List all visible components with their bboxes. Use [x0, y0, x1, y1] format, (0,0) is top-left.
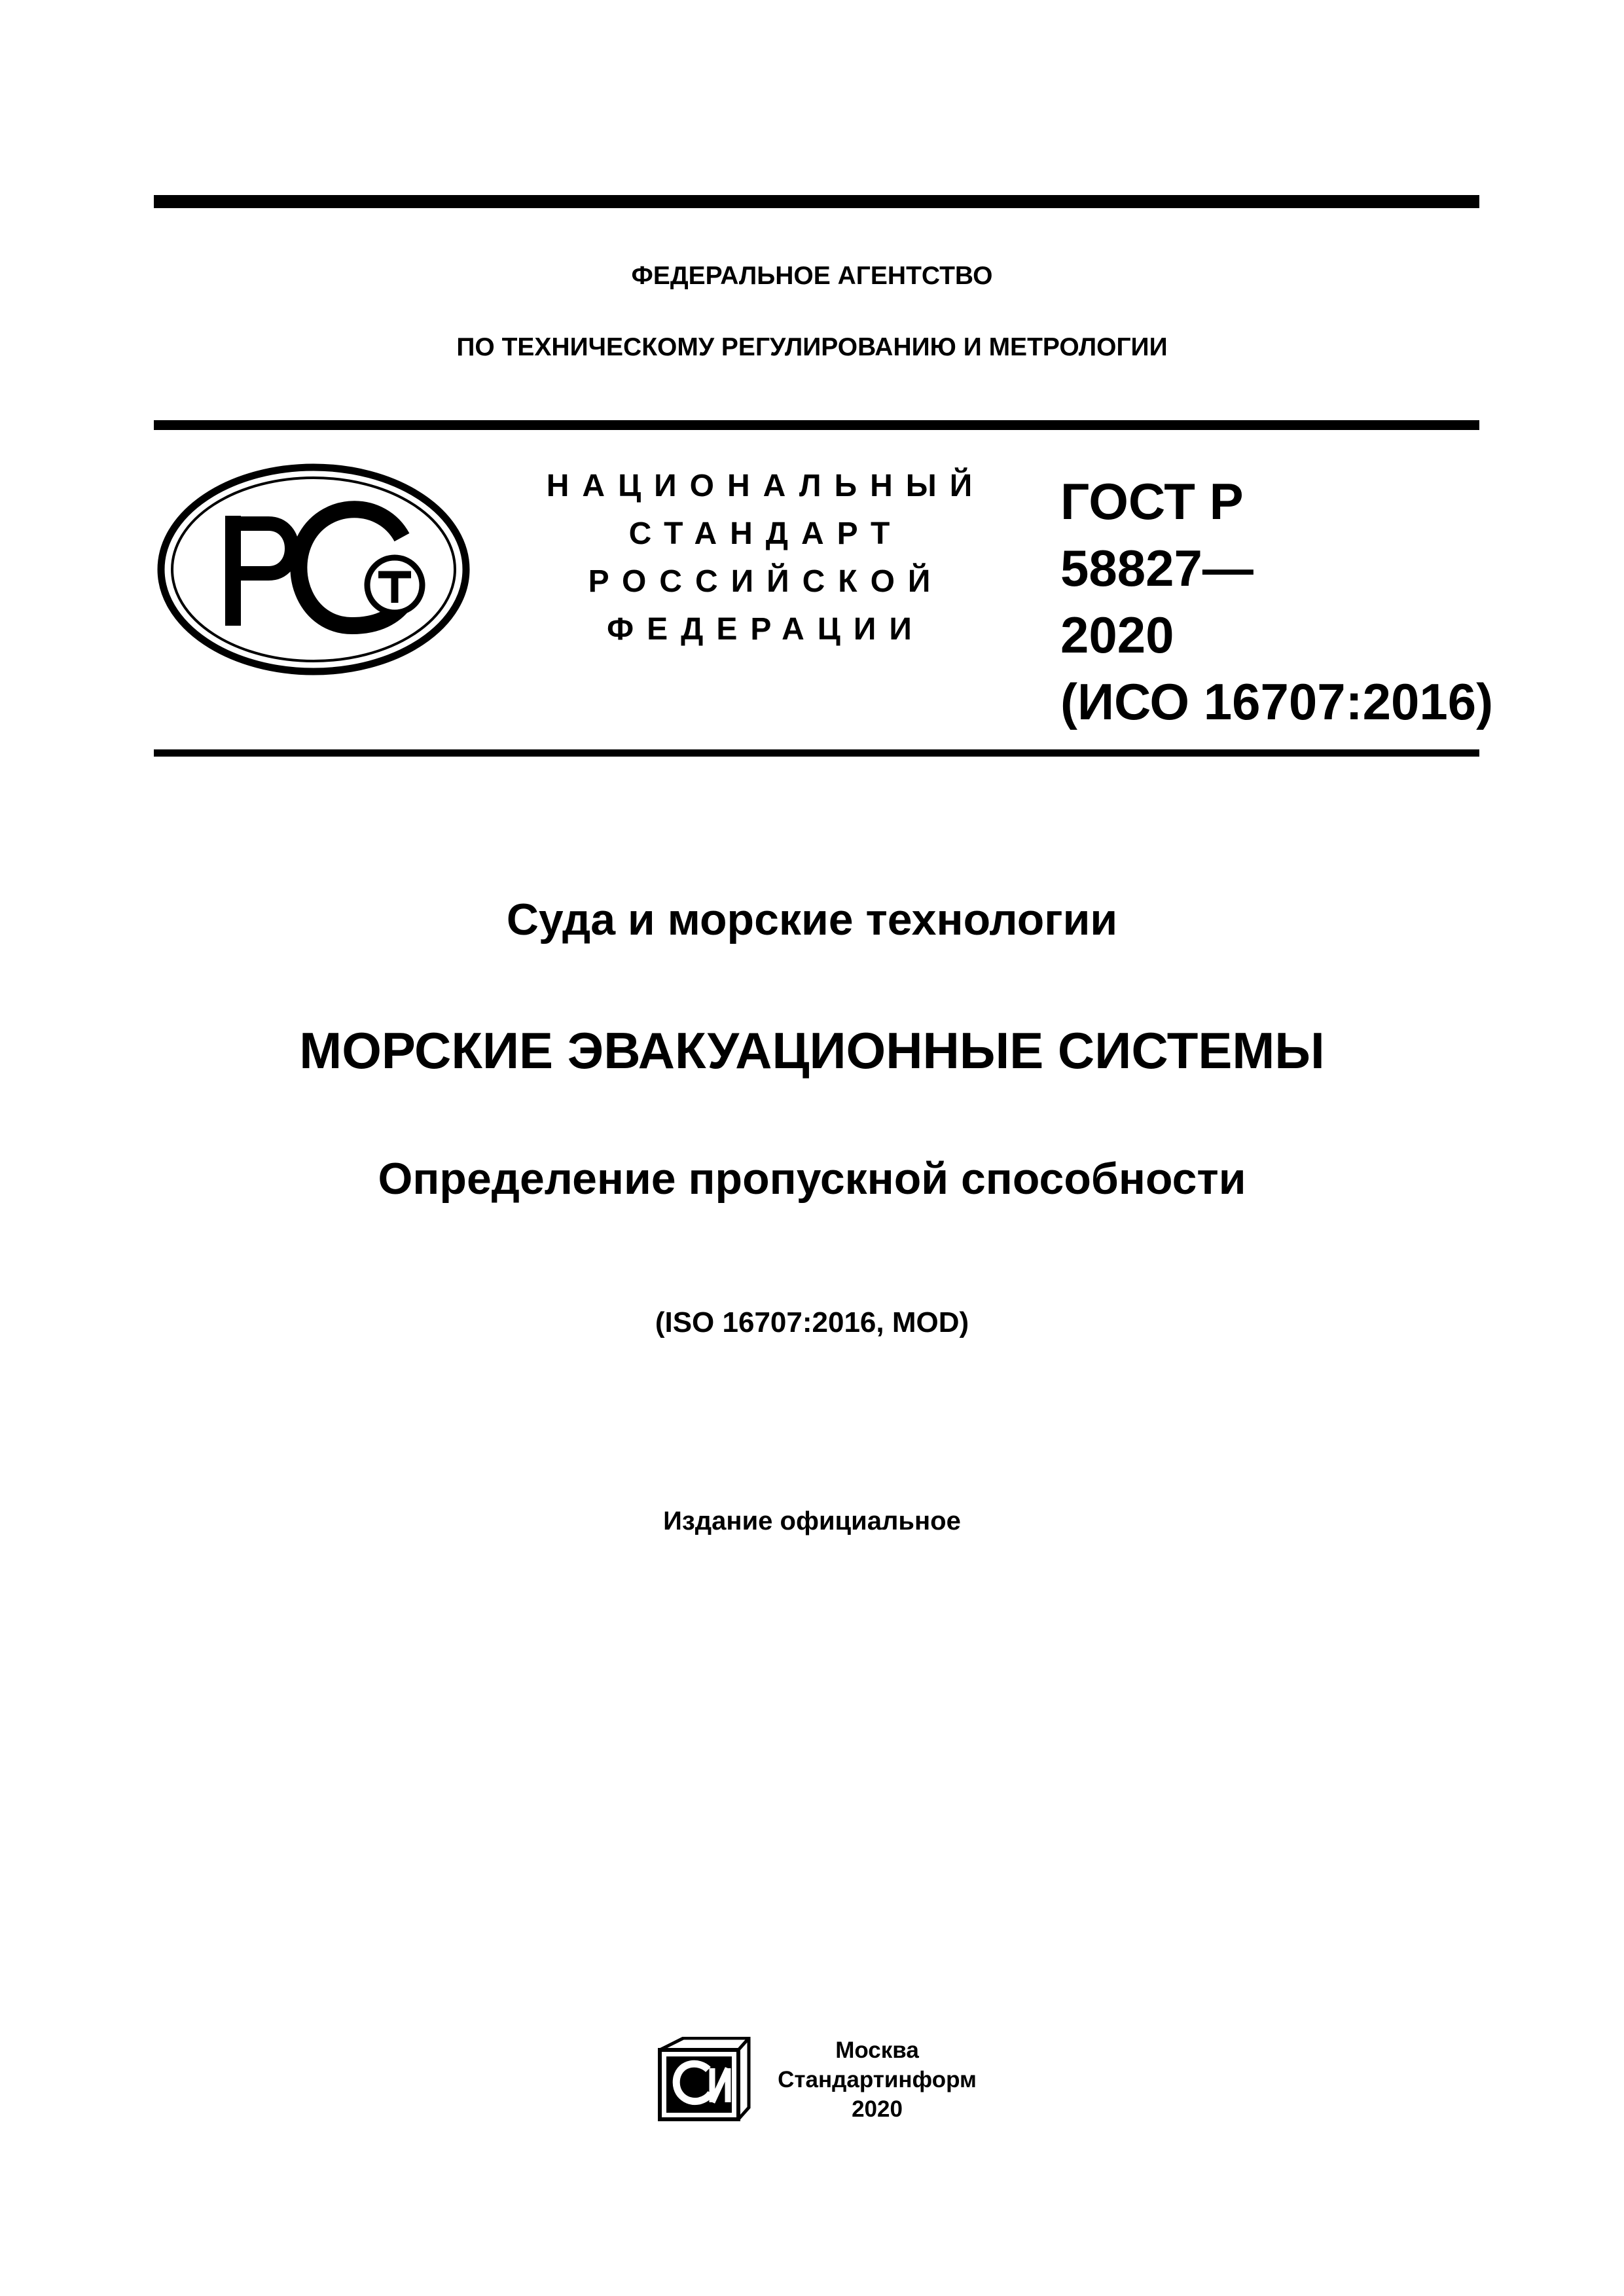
publisher-city: Москва: [835, 2037, 919, 2063]
iso-reference: (ISO 16707:2016, MOD): [655, 1306, 969, 1338]
gost-line-4: (ИСО 16707:2016): [1060, 673, 1494, 730]
rst-logo: [156, 462, 471, 677]
document-subtitle: Определение пропускной способности: [378, 1154, 1246, 1204]
document-title: МОРСКИЕ ЭВАКУАЦИОННЫЕ СИСТЕМЫ: [299, 1022, 1325, 1079]
middle-rule: [154, 420, 1479, 430]
agency-name-line-1: ФЕДЕРАЛЬНОЕ АГЕНТСТВО: [631, 262, 993, 290]
gost-line-3: 2020: [1060, 606, 1174, 664]
publisher-name: Стандартинформ: [778, 2067, 977, 2092]
agency-name-line-2: ПО ТЕХНИЧЕСКОМУ РЕГУЛИРОВАНИЮ И МЕТРОЛОГИИ: [456, 333, 1168, 361]
national-standard-line-2: СТАНДАРТ: [628, 516, 903, 551]
standartinform-logo: [657, 2037, 751, 2122]
publisher-block: [772, 2036, 982, 2124]
bottom-rule: [154, 749, 1479, 757]
national-standard-line-4: ФЕДЕРАЦИИ: [607, 612, 925, 647]
national-standard-line-3: РОССИЙСКОЙ: [588, 564, 944, 599]
top-rule: [154, 195, 1479, 208]
gost-line-1: ГОСТ Р: [1060, 473, 1244, 530]
national-standard-block: [537, 462, 995, 653]
gost-designation: [1060, 468, 1493, 735]
document-category: Суда и морские технологии: [506, 895, 1118, 944]
gost-line-2: 58827—: [1060, 539, 1254, 597]
edition-label: Издание официальное: [663, 1507, 961, 1535]
national-standard-line-1: НАЦИОНАЛЬНЫЙ: [546, 469, 986, 503]
publisher-year: 2020: [852, 2096, 903, 2122]
